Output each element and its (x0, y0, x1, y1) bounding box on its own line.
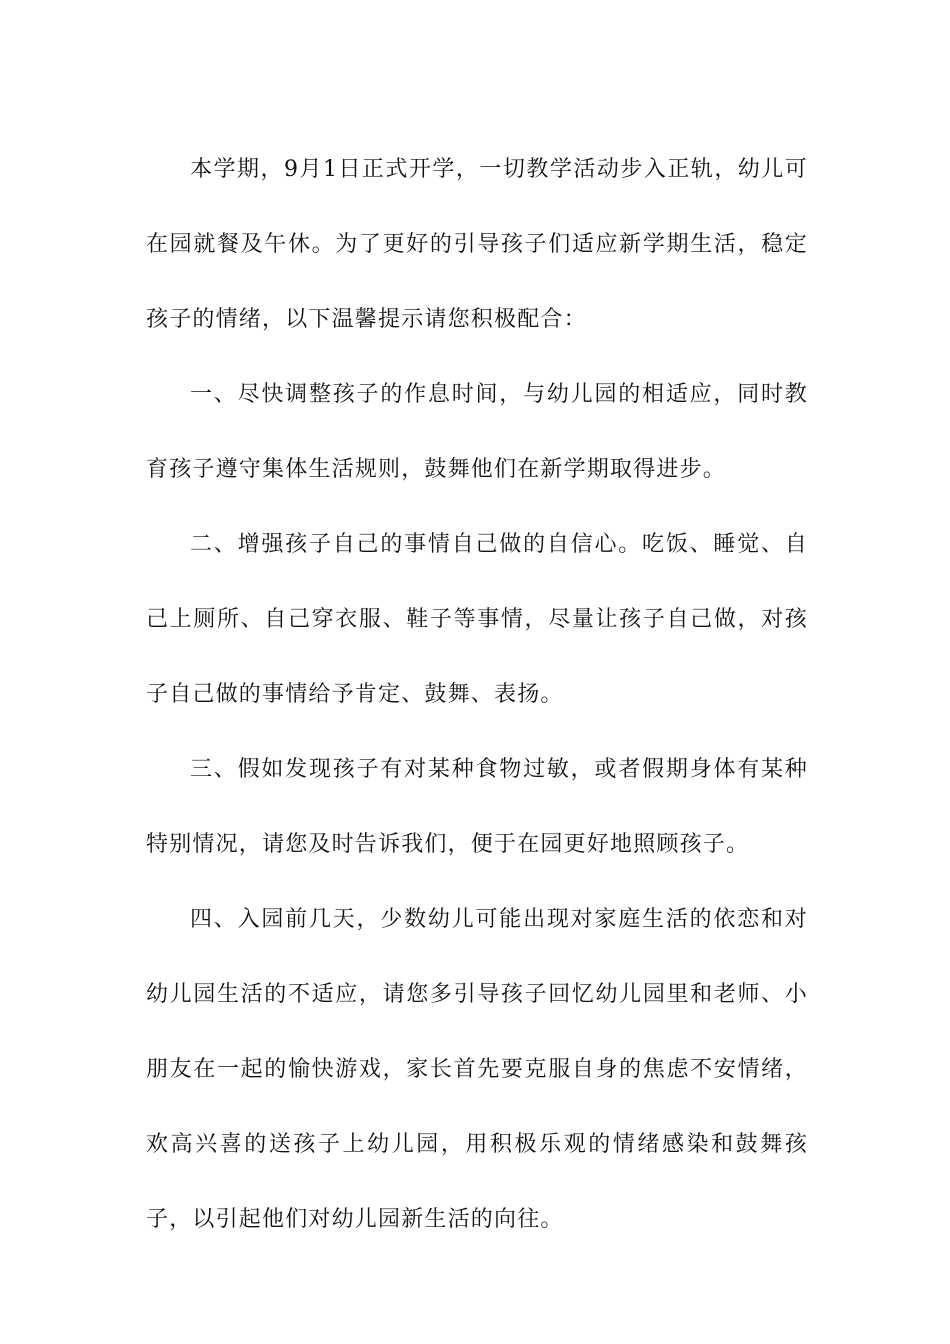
document-body (146, 132, 808, 1257)
paragraph-intro: 本学期，9月1日正式开学，一切教学活动步入正轨，幼儿可在园就餐及午休。为了更好的引导孩子们适应新学期生活，稳定孩子的情绪，以下温馨提示请您积极配合： (146, 157, 808, 332)
paragraph-item-4: 四、入园前几天，少数幼儿可能出现对家庭生活的依恋和对幼儿园生活的不适应，请您多引导孩子回忆幼儿园里和老师、小朋友在一起的愉快游戏，家长首先要克服自身的焦虑不安情绪，欢高兴喜的送孩子上幼儿园，用积极乐观的情绪感染和鼓舞孩子，以引起他们对幼儿园新生活的向往。 (146, 907, 808, 1232)
paragraph-item-2: 二、增强孩子自己的事情自己做的自信心。吃饭、睡觉、自己上厕所、自己穿衣服、鞋子等事情，尽量让孩子自己做，对孩子自己做的事情给予肯定、鼓舞、表扬。 (146, 532, 808, 707)
paragraph-item-3: 三、假如发现孩子有对某种食物过敏，或者假期身体有某种特别情况，请您及时告诉我们，便于在园更好地照顾孩子。 (146, 757, 808, 857)
paragraph-item-1: 一、尽快调整孩子的作息时间，与幼儿园的相适应，同时教育孩子遵守集体生活规则，鼓舞他们在新学期取得进步。 (146, 382, 808, 482)
